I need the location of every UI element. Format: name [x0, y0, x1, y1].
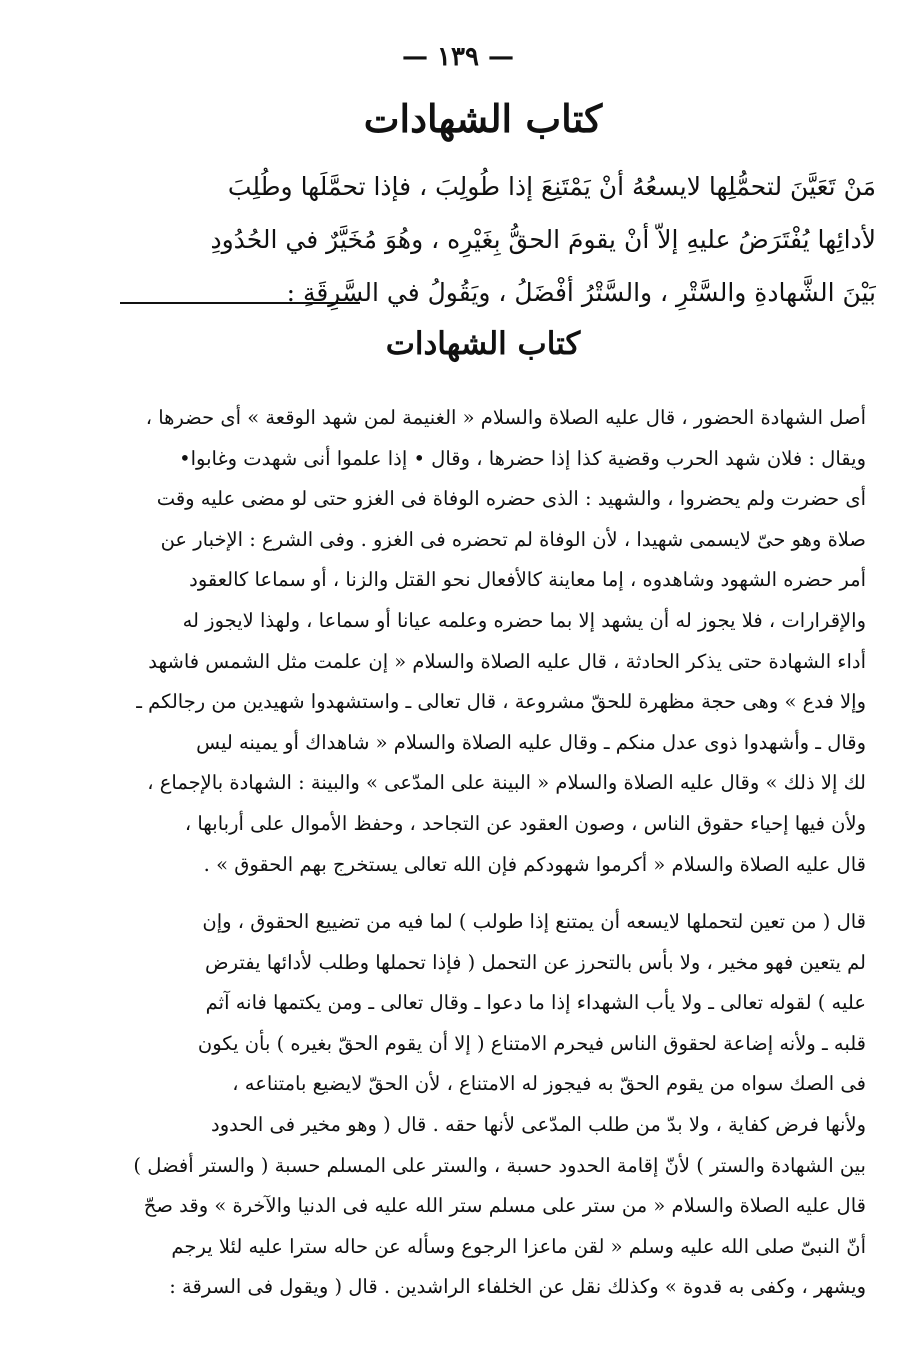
text-line: أى حضرت ولم يحضروا ، والشهيد : الذى حضره الوفاة فى الغزو حتى لو مضى عليه وقت	[156, 487, 866, 511]
text-line: ويقال : فلان شهد الحرب وقضية كذا إذا حضرها ، وقال • إذا علموا أنى شهدت وغابوا•	[179, 446, 866, 470]
section-title: كتاب الشهادات	[385, 326, 581, 362]
text-line: وإلا فدع » وهى حجة مظهرة للحقّ مشروعة ، قال تعالى ـ واستشهدوا شهيدين من رجالكم ـ	[136, 690, 866, 714]
commentary-paragraph-2	[36, 902, 866, 1308]
text-line: أداء الشهادة حتى يذكر الحادثة ، قال عليه الصلاة والسلام « إن علمت مثل الشمس فاشهد	[148, 649, 866, 673]
commentary-paragraph-1	[36, 398, 866, 885]
matn-text	[86, 160, 876, 319]
text-line: ويشهر ، وكفى به قدوة » وكذلك نقل عن الخلفاء الراشدين . قال ( ويقول فى السرقة :	[169, 1275, 866, 1299]
text-line: قال عليه الصلاة والسلام « أكرموا شهودكم فإن الله تعالى يستخرج بهم الحقوق » .	[203, 852, 866, 876]
text-line: والإقرارات ، فلا يجوز له أن يشهد إلا بما حضره وعلمه عيانا أو سماعا ، ولهذا لايجوز له	[182, 608, 866, 632]
text-line: أمر حضره الشهود وشاهدوه ، إما معاينة كالأفعال نحو القتل والزنا ، أو سماعا كالعقود	[189, 568, 866, 592]
text-line: فى الصك سواه من يقوم الحقّ به فيجوز له الامتناع ، لأن الحقّ لايضيع بامتناعه ،	[232, 1072, 866, 1096]
page-number: — ١٣٩ —	[401, 42, 515, 72]
text-line: أنّ النبىّ صلى الله عليه وسلم « لقن ماعزا الرجوع وسأله عن حاله سترا عليه لئلا يرجم	[171, 1234, 866, 1258]
text-line: لك إلا ذلك » وقال عليه الصلاة والسلام « البينة على المدّعى » والبينة : الشهادة بالإجماع ،	[147, 771, 866, 795]
text-line: لم يتعين فهو مخير ، ولا بأس بالتحرز عن التحمل ( فإذا تحملها وطلب لأدائها يفترض	[205, 950, 866, 974]
text-line: ولأنها فرض كفاية ، ولا بدّ من طلب المدّعى لأنها حقه . قال ( وهو مخير فى الحدود	[211, 1112, 866, 1136]
text-line: عليه ) لقوله تعالى ـ ولا يأب الشهداء إذا ما دعوا ـ وقال تعالى ـ ومن يكتمها فانه آثم	[205, 991, 866, 1015]
matn-line: لأدائِها يُفْتَرَضُ عليهِ إلاّ أنْ يقومَ الحقُّ بِغَيْرِه ، وهُوَ مُخَيَّرٌ في الحُدُودِ	[210, 225, 876, 254]
text-line: صلاة وهو حىّ لايسمى شهيدا ، لأن الوفاة لم تحضره فى الغزو . وفى الشرع : الإخبار عن	[160, 527, 866, 551]
main-title: كتاب الشهادات	[363, 96, 603, 141]
text-line: قال عليه الصلاة والسلام « من ستر على مسلم ستر الله عليه فى الدنيا والآخرة » وقد صحّ	[143, 1194, 866, 1218]
matn-line: مَنْ تَعَيَّنَ لتحمُّلِها لايسعُهُ أنْ يَمْتَنِعَ إذا طُولِبَ ، فإذا تحمَّلَها وطُلِبَ	[227, 172, 876, 201]
text-line: قلبه ـ ولأنه إضاعة لحقوق الناس فيحرم الامتناع ( إلا أن يقوم الحقّ بغيره ) بأن يكون	[197, 1031, 866, 1055]
matn-line: بَيْنَ الشَّهادةِ والسَّتْرِ ، والسَّتْرُ أفْضَلُ ، ويَقُولُ في السَّرِقَةِ :	[286, 278, 876, 307]
text-line: قال ( من تعين لتحملها لايسعه أن يمتنع إذا طولب ) لما فيه من تضييع الحقوق ، وإن	[202, 910, 866, 933]
text-line: أصل الشهادة الحضور ، قال عليه الصلاة والسلام « الغنيمة لمن شهد الوقعة » أى حضرها ،	[145, 406, 866, 429]
separator-rule	[120, 302, 360, 304]
text-line: وقال ـ وأشهدوا ذوى عدل منكم ـ وقال عليه الصلاة والسلام « شاهداك أو يمينه ليس	[196, 730, 866, 754]
text-line: بين الشهادة والستر ) لأنّ إقامة الحدود حسبة ، والستر على المسلم حسبة ( والستر أفضل )	[133, 1153, 866, 1177]
text-line: ولأن فيها إحياء حقوق الناس ، وصون العقود عن التجاحد ، وحفظ الأموال على أربابها ،	[184, 811, 866, 835]
